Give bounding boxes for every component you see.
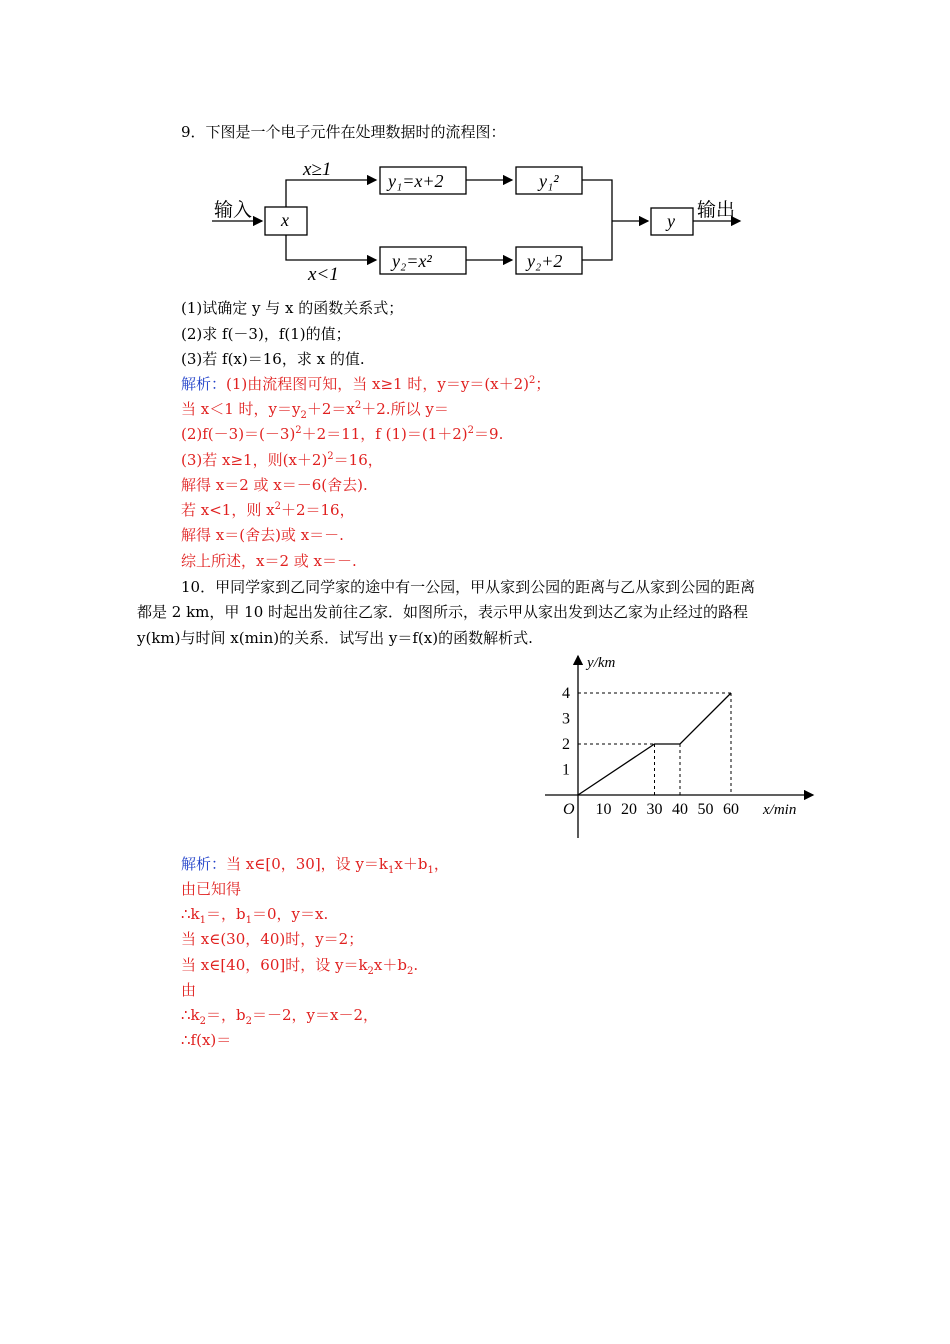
y-tick-label: 3 xyxy=(562,710,570,728)
distance-time-chart xyxy=(535,650,825,840)
x-tick-label: 50 xyxy=(697,801,714,818)
q10-line2: 都是 2 km，甲 10 时起出发前往乙家．如图所示，表示甲从家出发到达乙家为止经过的路程 xyxy=(137,603,749,621)
origin-label: O xyxy=(563,801,575,818)
q10-sol-3: $\therefore k_1=$，$b_1=0$，y＝x. xyxy=(181,905,329,926)
y-tick-label: 2 xyxy=(562,736,570,753)
flow-y2-label: y₂=x² xyxy=(392,251,432,271)
q9-sol-3: $(2)f(-3)=(-3)^2+2=11$，f $(1)=(1+2)^2=9$. xyxy=(181,425,504,443)
q10-sol-label: 解析： xyxy=(181,855,227,873)
q9-sol-1: 解析：(1)由流程图可知，当 x≥1 时，$y=y=(x+2)^2$； xyxy=(181,375,551,393)
q10-line3: y(km)与时间 x(min)的关系．试写出 y＝f(x)的函数解析式. xyxy=(137,629,533,647)
q9-sol-2: 当 x＜1 时，$y=y_2+2=x^2+2$.所以 y＝ xyxy=(181,400,449,421)
flow-y-label: y xyxy=(667,211,675,231)
q9-sol-label: 解析： xyxy=(181,375,227,393)
q9-sol-6: 若 x<1，则 $x^2+2=16$， xyxy=(181,501,355,519)
q10-sol-6: 由 xyxy=(181,981,197,999)
q9-part1: (1)试确定 y 与 x 的函数关系式； xyxy=(181,299,404,317)
q9-sol-7: 解得 x＝(舍去)或 x＝－. xyxy=(181,526,344,544)
flow-y1-label: y₁=x+2 xyxy=(388,171,444,191)
q9-part3: (3)若 f(x)＝16，求 x 的值. xyxy=(181,350,365,368)
q10-sol-2: 由已知得 xyxy=(181,880,242,898)
x-axis-label: x/min xyxy=(763,802,797,818)
q10-sol-8: ∴f(x)＝ xyxy=(181,1031,232,1049)
flowchart xyxy=(0,150,950,300)
q9-sol-8: 综上所述，x＝2 或 x＝－. xyxy=(181,552,357,570)
q10-sol-5: 当 x∈[40，60]时，设 $y=k_2x+b_2$. xyxy=(181,956,419,977)
x-tick-label: 10 xyxy=(595,801,612,818)
flow-input-label: 输入 xyxy=(214,200,253,221)
q10-sol-7: $\therefore k_2=$，$b_2=-2$，y＝x－2， xyxy=(181,1006,379,1027)
x-tick-label: 40 xyxy=(672,801,688,818)
flow-y1sq-label: y₁² xyxy=(539,171,559,191)
flow-y2p2-label: y₂+2 xyxy=(527,251,563,271)
y-tick-label: 1 xyxy=(562,761,570,779)
q10-sol-4: 当 x∈(30，40)时，y＝2； xyxy=(181,930,364,948)
x-tick-label: 30 xyxy=(646,801,663,818)
x-tick-label: 60 xyxy=(723,801,739,818)
y-axis-label: y/km xyxy=(587,655,616,671)
q9-sol-5: 解得 x＝2 或 x＝－6(舍去). xyxy=(181,476,368,494)
q9-part2: (2)求 f(－3)，f(1)的值； xyxy=(181,325,351,343)
flow-cond-bottom: x<1 xyxy=(308,264,339,285)
x-tick-label: 20 xyxy=(621,801,637,818)
q9-sol-4: (3)若 x≥1，则$(x+2)^2=16$， xyxy=(181,451,383,469)
flow-output-label: 输出 xyxy=(697,200,736,221)
q9-stem: 9．下图是一个电子元件在处理数据时的流程图： xyxy=(181,123,506,141)
y-tick-label: 4 xyxy=(562,685,570,702)
flow-cond-top: x≥1 xyxy=(303,159,332,180)
q10-line1: 10．甲同学家到乙同学家的途中有一公园，甲从家到公园的距离与乙从家到公园的距离 xyxy=(181,578,756,596)
q10-sol-1: 解析：当 x∈[0，30]，设 $y=k_1x+b_1$， xyxy=(181,855,449,876)
flow-x-label: x xyxy=(281,210,289,230)
